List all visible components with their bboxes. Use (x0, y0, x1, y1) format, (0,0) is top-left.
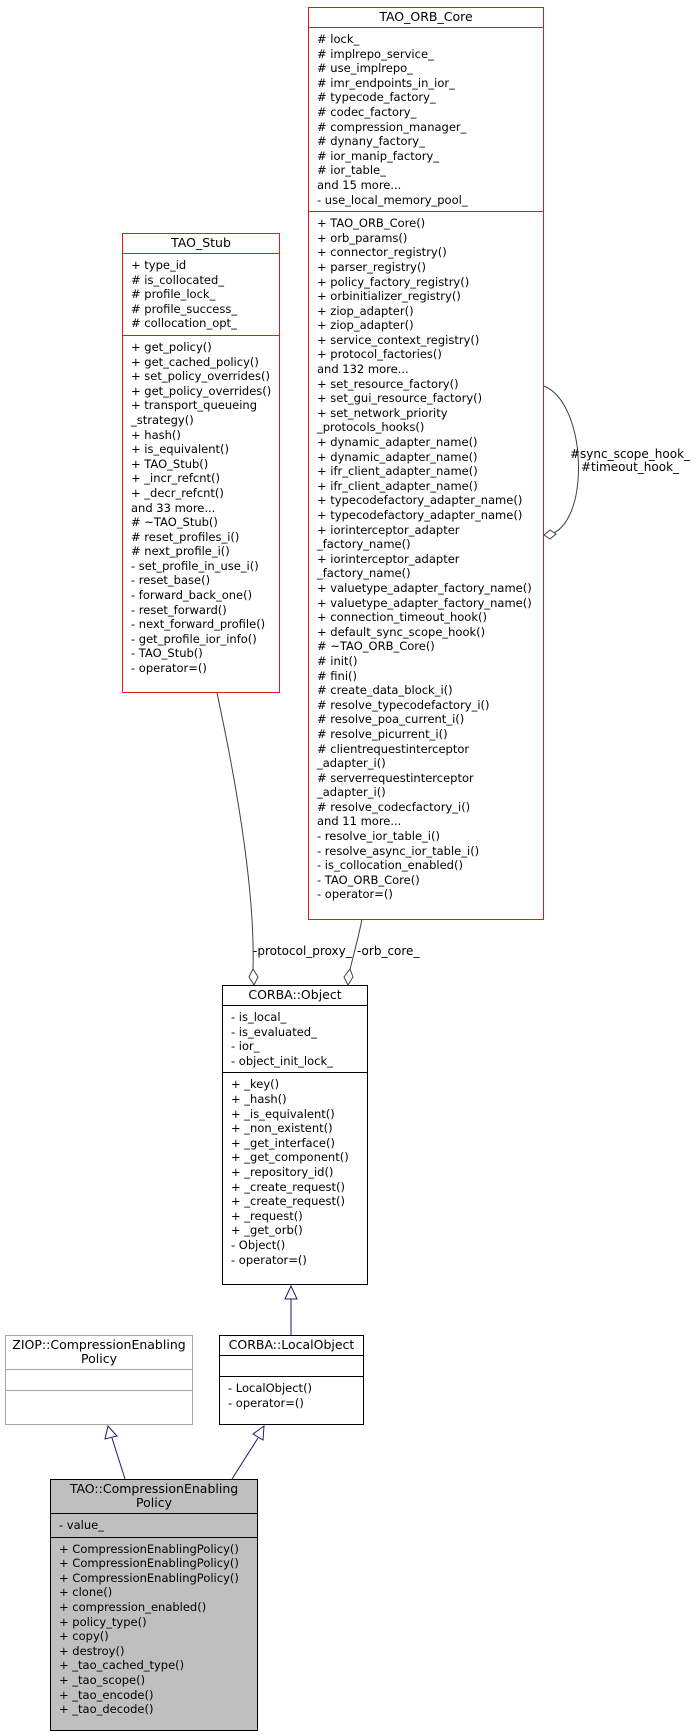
method-item: # resolve_picurrent_i() (317, 726, 448, 741)
class-corba-local-object[interactable] (219, 1335, 364, 1425)
method-item: + _tao_encode() (59, 1687, 154, 1702)
method-item: + ifr_client_adapter_name() (317, 464, 478, 479)
attribute-item: # use_implrepo_ (317, 61, 413, 76)
attribute-item: # codec_factory_ (317, 104, 417, 119)
method-item: + dynamic_adapter_name() (317, 449, 478, 464)
method-item: + set_gui_resource_factory() (317, 391, 483, 406)
method-item: _adapter_i() (317, 756, 386, 771)
method-item: # serverrequestinterceptor (317, 770, 474, 785)
method-item: + _is_equivalent() (231, 1106, 335, 1121)
attributes-section (223, 1006, 367, 1073)
method-item: _factory_name() (317, 537, 411, 552)
method-item: + _repository_id() (231, 1164, 334, 1179)
method-item: + orbinitializer_registry() (317, 289, 461, 304)
attribute-item: - value_ (59, 1518, 104, 1532)
attributes-section (309, 28, 543, 212)
attribute-item: + type_id (131, 258, 187, 272)
method-item: + compression_enabled() (59, 1599, 207, 1614)
method-item: - reset_forward() (131, 602, 227, 617)
method-item: # resolve_poa_current_i() (317, 712, 465, 727)
method-item: - forward_back_one() (131, 588, 253, 603)
method-item: - TAO_ORB_Core() (317, 872, 420, 887)
method-item: + connection_timeout_hook() (317, 610, 487, 625)
method-item: # next_profile_i() (131, 544, 230, 559)
method-item: - is_collocation_enabled() (317, 858, 463, 873)
method-item: + typecodefactory_adapter_name() (317, 508, 523, 522)
method-item: + parser_registry() (317, 259, 426, 274)
method-item: - LocalObject() (228, 1381, 313, 1395)
method-item: + get_policy() (131, 339, 212, 354)
attribute-item: - ior_ (231, 1039, 260, 1054)
class-title: TAO::CompressionEnabling Policy (51, 1480, 257, 1514)
attributes-section (220, 1356, 363, 1377)
attribute-item: - object_init_lock_ (231, 1053, 333, 1068)
method-item: - get_profile_ior_info() (131, 631, 257, 646)
ziop-inherit-edge (112, 1438, 125, 1479)
method-item: + get_policy_overrides() (131, 383, 272, 398)
method-item: + destroy() (59, 1643, 125, 1658)
class-title: CORBA::Object (223, 986, 367, 1006)
localobject-inherit-edge (232, 1438, 258, 1479)
attribute-item: - use_local_memory_pool_ (317, 192, 468, 207)
method-item: - operator=() (317, 887, 393, 902)
method-item: + service_context_registry() (317, 332, 480, 347)
method-item: _factory_name() (317, 566, 411, 581)
attribute-item: # collocation_opt_ (131, 316, 237, 331)
method-item: _adapter_i() (317, 785, 386, 800)
method-item: + clone() (59, 1585, 113, 1600)
methods-section (309, 212, 543, 906)
method-item: - resolve_ior_table_i() (317, 829, 440, 844)
attributes-section (51, 1514, 257, 1538)
orb-core-diamond (344, 969, 353, 985)
edge-label-orb-core: -orb_core_ (357, 944, 420, 958)
method-item: + set_resource_factory() (317, 376, 459, 391)
protocol-proxy-diamond (249, 969, 258, 985)
attribute-item: # implrepo_service_ (317, 46, 434, 61)
attribute-item: # is_collocated_ (131, 272, 225, 287)
attribute-item: # dynany_factory_ (317, 134, 425, 149)
method-item: + _create_request() (231, 1179, 345, 1194)
method-item: # ~TAO_ORB_Core() (317, 639, 435, 654)
method-item: + get_cached_policy() (131, 354, 259, 369)
attribute-item: and 15 more... (317, 177, 402, 192)
method-item: and 132 more... (317, 362, 409, 377)
method-item: + default_sync_scope_hook() (317, 624, 486, 639)
method-item: # create_data_block_i() (317, 683, 453, 698)
method-item: + _hash() (231, 1091, 287, 1106)
method-item: # reset_profiles_i() (131, 529, 240, 544)
method-item: + set_network_priority (317, 405, 448, 420)
method-item: - operator=() (228, 1395, 304, 1410)
method-item: + ziop_adapter() (317, 318, 414, 333)
methods-section (6, 1391, 192, 1411)
method-item: + CompressionEnablingPolicy() (59, 1570, 239, 1585)
class-title: TAO_Stub (123, 234, 279, 254)
method-item: - resolve_async_ior_table_i() (317, 843, 480, 858)
attribute-item: # typecode_factory_ (317, 90, 436, 105)
method-item: + orb_params() (317, 230, 408, 245)
method-item: # init() (317, 653, 358, 668)
edge-label-self-hooks: #sync_scope_hook_ #timeout_hook_ (570, 447, 691, 474)
method-item: - set_profile_in_use_i() (131, 558, 259, 573)
methods-section (220, 1377, 363, 1414)
protocol-proxy-edge (217, 693, 253, 970)
method-item: _strategy() (131, 412, 194, 427)
attribute-item: - is_evaluated_ (231, 1024, 317, 1039)
method-item: + _tao_cached_type() (59, 1658, 185, 1673)
method-item: + policy_type() (59, 1614, 147, 1629)
method-item: + policy_factory_registry() (317, 274, 470, 289)
attribute-item: - is_local_ (231, 1010, 287, 1024)
method-item: + CompressionEnablingPolicy() (59, 1541, 239, 1556)
class-title: CORBA::LocalObject (220, 1336, 363, 1356)
method-item: - reset_base() (131, 573, 211, 588)
method-item: - next_forward_profile() (131, 617, 266, 632)
method-item: + iorinterceptor_adapter (317, 551, 460, 566)
method-item: + set_policy_overrides() (131, 369, 270, 384)
method-item: + transport_queueing (131, 398, 257, 413)
localobject-inherit-arrow (253, 1426, 264, 1440)
method-item: + ifr_client_adapter_name() (317, 478, 478, 493)
class-tao-stub[interactable] (122, 233, 280, 693)
class-tao-compression-enabling-policy[interactable] (50, 1479, 258, 1731)
method-item: + dynamic_adapter_name() (317, 435, 478, 450)
method-item: # resolve_typecodefactory_i() (317, 697, 490, 712)
attribute-item: # profile_success_ (131, 301, 238, 316)
method-item: + copy() (59, 1629, 109, 1644)
method-item: + _key() (231, 1077, 280, 1092)
method-item: + _decr_refcnt() (131, 485, 224, 500)
method-item: + TAO_ORB_Core() (317, 216, 426, 231)
method-item: + protocol_factories() (317, 347, 442, 362)
methods-section (223, 1073, 367, 1271)
method-item: + CompressionEnablingPolicy() (59, 1556, 239, 1571)
self-association-diamond (544, 530, 556, 539)
method-item: + _incr_refcnt() (131, 471, 221, 486)
attribute-item: # imr_endpoints_in_ior_ (317, 75, 455, 90)
method-item: + _get_orb() (231, 1223, 303, 1238)
method-item: # ~TAO_Stub() (131, 515, 218, 530)
method-item: + valuetype_adapter_factory_name() (317, 595, 532, 610)
method-item: and 33 more... (131, 500, 216, 515)
attribute-item: # profile_lock_ (131, 287, 216, 302)
method-item: + _tao_decode() (59, 1702, 154, 1717)
method-item: # fini() (317, 668, 357, 683)
method-item: # clientrequestinterceptor (317, 741, 470, 756)
attributes-section (123, 254, 279, 336)
methods-section (51, 1538, 257, 1721)
method-item: - Object() (231, 1237, 286, 1252)
method-item: + _create_request() (231, 1194, 345, 1209)
method-item: # resolve_codecfactory_i() (317, 799, 471, 814)
method-item: + ziop_adapter() (317, 303, 414, 318)
edge-label-protocol-proxy: -protocol_proxy_ (253, 944, 352, 958)
class-title: ZIOP::CompressionEnabling Policy (6, 1336, 192, 1370)
class-ziop-compression-enabling-policy[interactable] (5, 1335, 193, 1425)
method-item: + _tao_scope() (59, 1672, 146, 1687)
method-item: - operator=() (131, 661, 207, 676)
method-item: + connector_registry() (317, 245, 447, 260)
method-item: + _get_component() (231, 1150, 349, 1165)
method-item: - operator=() (231, 1252, 307, 1267)
method-item: + is_equivalent() (131, 442, 229, 457)
class-corba-object[interactable] (222, 985, 368, 1285)
class-title: TAO_ORB_Core (309, 8, 543, 28)
method-item: and 11 more... (317, 814, 402, 829)
method-item: + valuetype_adapter_factory_name() (317, 580, 532, 595)
method-item: + TAO_Stub() (131, 456, 209, 471)
method-item: + hash() (131, 427, 181, 442)
attribute-item: # lock_ (317, 32, 360, 46)
method-item: + _get_interface() (231, 1135, 335, 1150)
attribute-item: # compression_manager_ (317, 119, 467, 134)
method-item: + typecodefactory_adapter_name() (317, 493, 523, 508)
method-item: + _request() (231, 1208, 303, 1223)
methods-section (123, 336, 279, 680)
local-object-inherit-arrow (285, 1286, 297, 1299)
method-item: + iorinterceptor_adapter (317, 522, 460, 537)
ziop-inherit-arrow (105, 1426, 117, 1439)
attributes-section (6, 1370, 192, 1391)
class-tao-orb-core[interactable] (308, 7, 544, 920)
method-item: - TAO_Stub() (131, 646, 203, 661)
method-item: _protocols_hooks() (317, 420, 425, 435)
attribute-item: # ior_table_ (317, 163, 386, 178)
attribute-item: # ior_manip_factory_ (317, 148, 440, 163)
method-item: + _non_existent() (231, 1121, 333, 1136)
